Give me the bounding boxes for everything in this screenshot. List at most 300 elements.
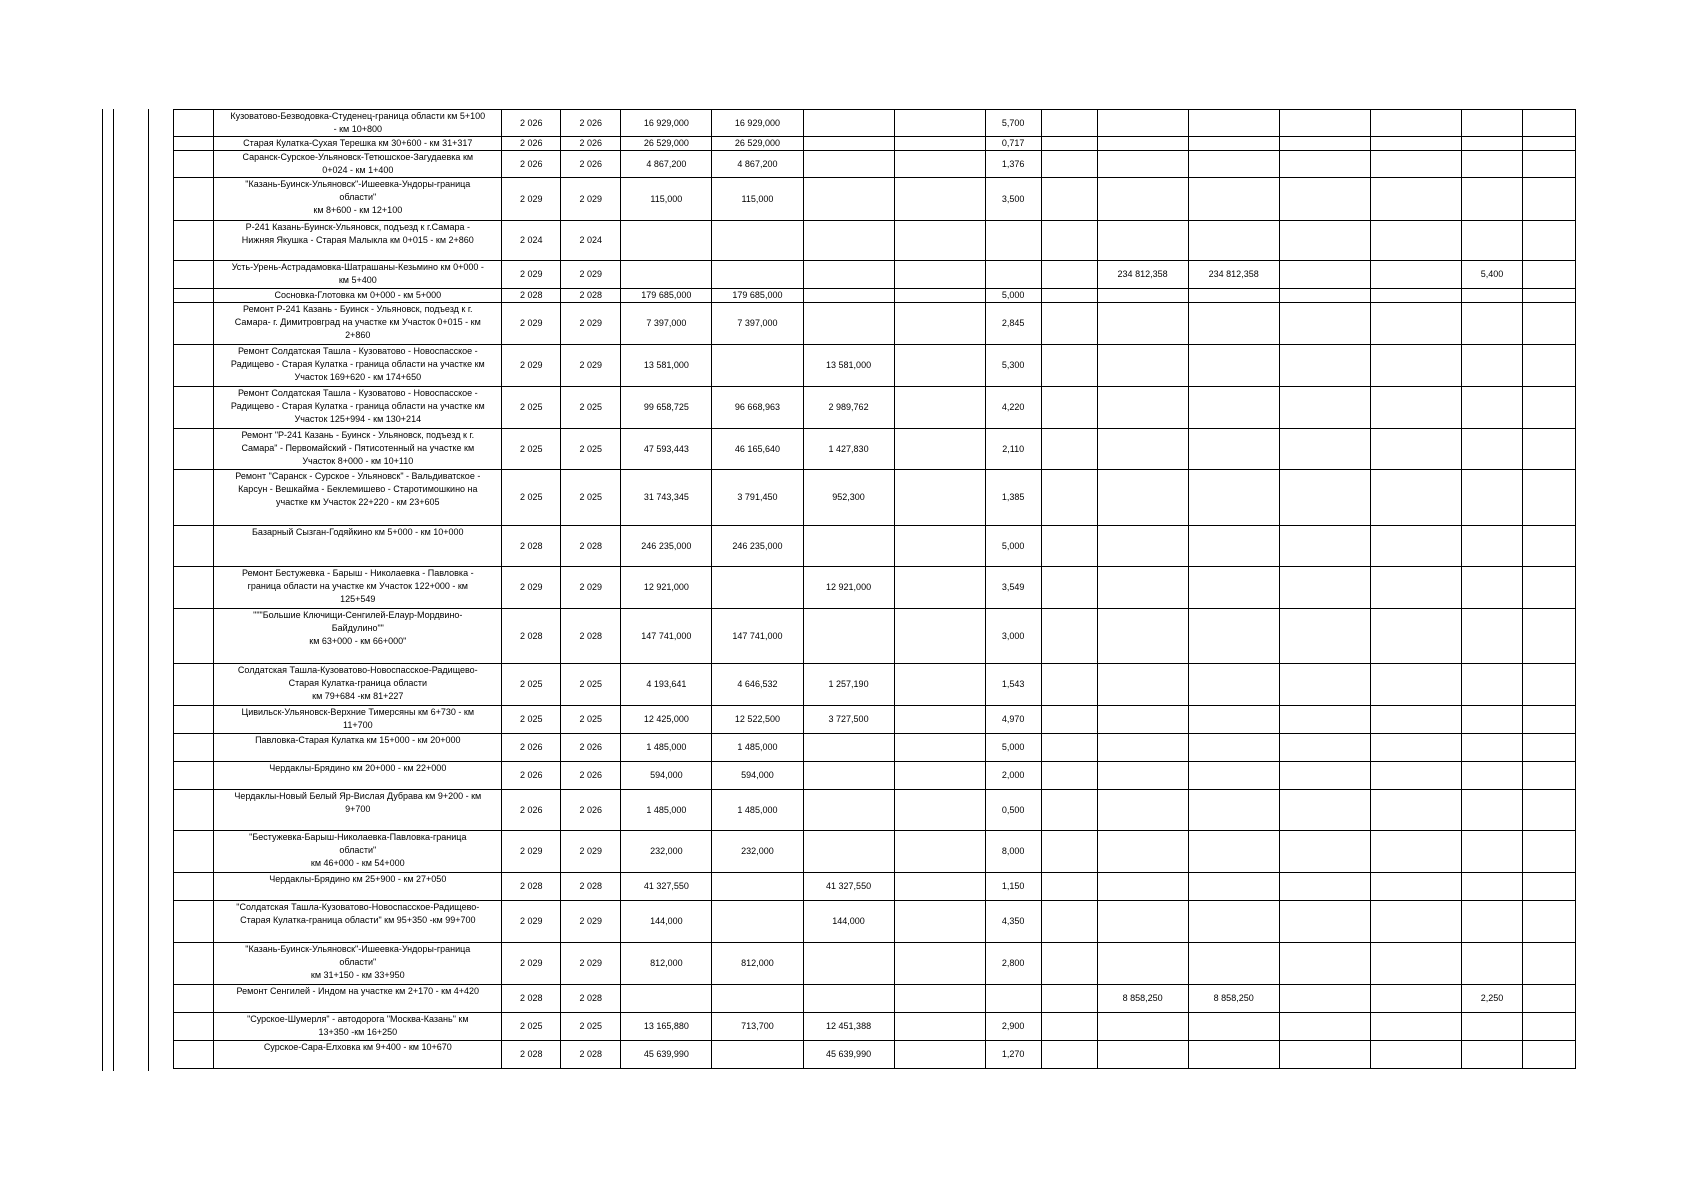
table-row xyxy=(174,137,1576,151)
value-cell xyxy=(1097,1013,1188,1041)
value-cell: 13 581,000 xyxy=(803,345,894,387)
value-cell xyxy=(1461,178,1522,221)
table-row xyxy=(174,609,1576,664)
road-name-cell: "Казань-Буинск-Ульяновск"-Ишеевка-Ундоры-граница области" км 31+150 - км 33+950 xyxy=(214,943,502,985)
value-cell xyxy=(1041,1013,1097,1041)
value-cell xyxy=(894,261,985,289)
value-cell xyxy=(1188,567,1279,609)
value-cell xyxy=(1097,901,1188,943)
value-cell xyxy=(1523,303,1576,345)
value-cell xyxy=(1097,664,1188,706)
row-number-cell xyxy=(174,609,214,664)
value-cell xyxy=(1041,831,1097,873)
value-cell xyxy=(712,901,803,943)
value-cell xyxy=(894,831,985,873)
value-cell xyxy=(1041,387,1097,429)
value-cell xyxy=(1041,221,1097,261)
value-cell xyxy=(1461,345,1522,387)
value-cell xyxy=(1523,151,1576,178)
value-cell: 31 743,345 xyxy=(621,470,712,526)
table-row xyxy=(174,470,1576,526)
table-row xyxy=(174,303,1576,345)
value-cell xyxy=(894,762,985,790)
value-cell xyxy=(1370,178,1461,221)
value-cell: 144,000 xyxy=(803,901,894,943)
value-cell xyxy=(1461,706,1522,734)
value-cell: 2 028 xyxy=(502,1041,561,1069)
value-cell: 2 025 xyxy=(561,429,621,470)
value-cell: 2 029 xyxy=(502,303,561,345)
table-row xyxy=(174,985,1576,1013)
value-cell: 2 989,762 xyxy=(803,387,894,429)
row-number-cell xyxy=(174,901,214,943)
value-cell xyxy=(1279,110,1370,137)
value-cell xyxy=(1041,790,1097,831)
value-cell xyxy=(1370,664,1461,706)
value-cell xyxy=(1097,110,1188,137)
value-cell xyxy=(1097,734,1188,762)
value-cell xyxy=(894,137,985,151)
value-cell: 16 929,000 xyxy=(621,110,712,137)
value-cell xyxy=(803,303,894,345)
value-cell xyxy=(1461,943,1522,985)
value-cell xyxy=(1188,734,1279,762)
value-cell xyxy=(1370,734,1461,762)
value-cell xyxy=(1370,289,1461,303)
table-row xyxy=(174,1041,1576,1069)
value-cell xyxy=(1279,261,1370,289)
value-cell: 0,500 xyxy=(985,790,1041,831)
value-cell xyxy=(1523,943,1576,985)
value-cell xyxy=(803,985,894,1013)
value-cell: 2 029 xyxy=(561,943,621,985)
table-row xyxy=(174,429,1576,470)
value-cell xyxy=(1188,901,1279,943)
value-cell xyxy=(1279,734,1370,762)
value-cell: 2 026 xyxy=(561,151,621,178)
road-name-cell: Солдатская Ташла-Кузоватово-Новоспасское-Радищево- Старая Кулатка-граница области км 79+684 -км 81+227 xyxy=(214,664,502,706)
value-cell xyxy=(1461,762,1522,790)
value-cell: 12 921,000 xyxy=(621,567,712,609)
value-cell: 47 593,443 xyxy=(621,429,712,470)
value-cell: 2 026 xyxy=(502,734,561,762)
value-cell: 2 028 xyxy=(502,289,561,303)
value-cell: 45 639,990 xyxy=(621,1041,712,1069)
value-cell xyxy=(1370,901,1461,943)
value-cell: 2 025 xyxy=(502,387,561,429)
value-cell xyxy=(1370,609,1461,664)
value-cell xyxy=(894,790,985,831)
value-cell: 26 529,000 xyxy=(712,137,803,151)
value-cell: 8 858,250 xyxy=(1097,985,1188,1013)
value-cell: 2,000 xyxy=(985,762,1041,790)
value-cell xyxy=(712,221,803,261)
value-cell: 2 028 xyxy=(502,526,561,567)
value-cell xyxy=(1188,470,1279,526)
value-cell: 4 646,532 xyxy=(712,664,803,706)
value-cell xyxy=(1279,664,1370,706)
value-cell xyxy=(1370,831,1461,873)
value-cell xyxy=(1041,110,1097,137)
value-cell: 179 685,000 xyxy=(621,289,712,303)
value-cell xyxy=(1279,985,1370,1013)
value-cell xyxy=(1370,706,1461,734)
value-cell xyxy=(1370,873,1461,901)
row-number-cell xyxy=(174,1041,214,1069)
value-cell xyxy=(894,734,985,762)
value-cell: 2 029 xyxy=(502,831,561,873)
value-cell: 2 025 xyxy=(561,706,621,734)
value-cell: 2 026 xyxy=(502,137,561,151)
value-cell xyxy=(803,221,894,261)
value-cell xyxy=(1279,151,1370,178)
value-cell xyxy=(1097,178,1188,221)
value-cell: 713,700 xyxy=(712,1013,803,1041)
value-cell xyxy=(1279,429,1370,470)
value-cell xyxy=(1461,567,1522,609)
road-name-cell: Саранск-Сурское-Ульяновск-Тетюшское-Загудаевка км 0+024 - км 1+400 xyxy=(214,151,502,178)
value-cell xyxy=(1041,178,1097,221)
value-cell xyxy=(1188,762,1279,790)
value-cell: 16 929,000 xyxy=(712,110,803,137)
road-name-cell: Чердаклы-Брядино км 25+900 - км 27+050 xyxy=(214,873,502,901)
value-cell xyxy=(1523,901,1576,943)
value-cell: 115,000 xyxy=(621,178,712,221)
value-cell xyxy=(1097,387,1188,429)
value-cell: 1 427,830 xyxy=(803,429,894,470)
value-cell: 3 791,450 xyxy=(712,470,803,526)
value-cell xyxy=(1097,706,1188,734)
road-name-cell: Кузоватово-Безводовка-Студенец-граница области км 5+100 - км 10+800 xyxy=(214,110,502,137)
value-cell xyxy=(1097,345,1188,387)
table-row xyxy=(174,943,1576,985)
value-cell xyxy=(1461,429,1522,470)
value-cell xyxy=(1523,664,1576,706)
value-cell: 2 024 xyxy=(502,221,561,261)
row-number-cell xyxy=(174,706,214,734)
value-cell: 2 028 xyxy=(561,985,621,1013)
value-cell xyxy=(1370,221,1461,261)
road-name-cell: """Большие Ключищи-Сенгилей-Елаур-Мордвино- Байдулино"" км 63+000 - км 66+000" xyxy=(214,609,502,664)
value-cell: 2 028 xyxy=(561,609,621,664)
road-name-cell: Ремонт Солдатская Ташла - Кузоватово - Новоспасское - Радищево - Старая Кулатка - граница области на участке км Участок 125+994 - км 130+214 xyxy=(214,387,502,429)
value-cell xyxy=(712,985,803,1013)
value-cell xyxy=(1461,470,1522,526)
value-cell: 41 327,550 xyxy=(803,873,894,901)
value-cell xyxy=(1523,345,1576,387)
value-cell: 8,000 xyxy=(985,831,1041,873)
value-cell xyxy=(1461,289,1522,303)
value-cell xyxy=(621,221,712,261)
value-cell xyxy=(1370,567,1461,609)
value-cell xyxy=(1188,221,1279,261)
road-name-cell: "Солдатская Ташла-Кузоватово-Новоспасское-Радищево- Старая Кулатка-граница области" км 95+350 -км 99+700 xyxy=(214,901,502,943)
value-cell: 8 858,250 xyxy=(1188,985,1279,1013)
value-cell: 41 327,550 xyxy=(621,873,712,901)
value-cell xyxy=(894,1041,985,1069)
road-name-cell: "Сурское-Шумерля" - автодорога "Москва-Казань" км 13+350 -км 16+250 xyxy=(214,1013,502,1041)
value-cell xyxy=(1279,567,1370,609)
road-name-cell: Павловка-Старая Кулатка км 15+000 - км 20+000 xyxy=(214,734,502,762)
value-cell xyxy=(1279,1041,1370,1069)
table-row xyxy=(174,790,1576,831)
value-cell: 2 029 xyxy=(502,943,561,985)
value-cell xyxy=(1370,345,1461,387)
value-cell xyxy=(1523,110,1576,137)
table-row xyxy=(174,664,1576,706)
row-number-cell xyxy=(174,261,214,289)
value-cell xyxy=(1370,137,1461,151)
value-cell xyxy=(1279,221,1370,261)
value-cell: 4 867,200 xyxy=(621,151,712,178)
value-cell: 26 529,000 xyxy=(621,137,712,151)
value-cell: 2 029 xyxy=(561,901,621,943)
value-cell: 1,543 xyxy=(985,664,1041,706)
value-cell: 12 921,000 xyxy=(803,567,894,609)
value-cell xyxy=(1279,790,1370,831)
table-row xyxy=(174,567,1576,609)
value-cell xyxy=(1188,831,1279,873)
value-cell xyxy=(1523,1041,1576,1069)
value-cell xyxy=(1041,734,1097,762)
row-number-cell xyxy=(174,470,214,526)
value-cell: 4 193,641 xyxy=(621,664,712,706)
value-cell xyxy=(1523,221,1576,261)
value-cell: 2 028 xyxy=(502,609,561,664)
value-cell: 2 025 xyxy=(502,664,561,706)
road-name-cell: Сосновка-Глотовка км 0+000 - км 5+000 xyxy=(214,289,502,303)
table-row xyxy=(174,345,1576,387)
value-cell xyxy=(803,289,894,303)
value-cell: 2 029 xyxy=(561,303,621,345)
row-number-cell xyxy=(174,873,214,901)
row-number-cell xyxy=(174,762,214,790)
value-cell: 3,549 xyxy=(985,567,1041,609)
value-cell xyxy=(803,261,894,289)
table-row xyxy=(174,526,1576,567)
value-cell: 2 026 xyxy=(561,790,621,831)
value-cell xyxy=(1279,303,1370,345)
value-cell: 2 026 xyxy=(502,110,561,137)
table-row xyxy=(174,901,1576,943)
value-cell xyxy=(1523,734,1576,762)
value-cell xyxy=(1188,110,1279,137)
road-name-cell: Ремонт "Саранск - Сурское - Ульяновск" - Вальдиватское - Карсун - Вешкайма - Беклемишево - Старотимошкино на участке км Участок 22+220 - км 23+605 xyxy=(214,470,502,526)
margin-line-2 xyxy=(113,109,114,1071)
value-cell xyxy=(1097,762,1188,790)
value-cell: 952,300 xyxy=(803,470,894,526)
value-cell xyxy=(803,151,894,178)
value-cell xyxy=(1097,303,1188,345)
value-cell: 2,250 xyxy=(1461,985,1522,1013)
value-cell xyxy=(1097,567,1188,609)
value-cell xyxy=(894,526,985,567)
value-cell xyxy=(1188,943,1279,985)
value-cell xyxy=(1097,151,1188,178)
road-name-cell: Р-241 Казань-Буинск-Ульяновск, подъезд к г.Самара - Нижняя Якушка - Старая Малыкла км 0+015 - км 2+860 xyxy=(214,221,502,261)
value-cell xyxy=(1370,303,1461,345)
value-cell: 179 685,000 xyxy=(712,289,803,303)
value-cell xyxy=(1188,178,1279,221)
value-cell: 3,500 xyxy=(985,178,1041,221)
row-number-cell xyxy=(174,526,214,567)
value-cell xyxy=(1279,943,1370,985)
table-row xyxy=(174,289,1576,303)
value-cell xyxy=(1461,1013,1522,1041)
value-cell: 1 485,000 xyxy=(621,734,712,762)
value-cell xyxy=(1188,429,1279,470)
value-cell: 2,110 xyxy=(985,429,1041,470)
value-cell: 144,000 xyxy=(621,901,712,943)
value-cell xyxy=(894,567,985,609)
value-cell: 5,000 xyxy=(985,289,1041,303)
margin-line-1 xyxy=(102,109,103,1071)
value-cell: 2 028 xyxy=(561,289,621,303)
value-cell: 2 025 xyxy=(502,429,561,470)
value-cell xyxy=(621,261,712,289)
value-cell xyxy=(1523,178,1576,221)
row-number-cell xyxy=(174,429,214,470)
value-cell xyxy=(1370,151,1461,178)
value-cell xyxy=(1523,567,1576,609)
value-cell xyxy=(894,387,985,429)
value-cell: 594,000 xyxy=(712,762,803,790)
value-cell xyxy=(1279,526,1370,567)
value-cell: 45 639,990 xyxy=(803,1041,894,1069)
value-cell: 1 485,000 xyxy=(621,790,712,831)
row-number-cell xyxy=(174,289,214,303)
value-cell: 4,970 xyxy=(985,706,1041,734)
row-number-cell xyxy=(174,387,214,429)
value-cell xyxy=(1279,609,1370,664)
road-name-cell: Базарный Сызган-Годяйкино км 5+000 - км 10+000 xyxy=(214,526,502,567)
value-cell xyxy=(1370,261,1461,289)
value-cell: 7 397,000 xyxy=(712,303,803,345)
value-cell: 2 029 xyxy=(561,567,621,609)
road-name-cell: Чердаклы-Новый Белый Яр-Вислая Дубрава км 9+200 - км 9+700 xyxy=(214,790,502,831)
value-cell xyxy=(1370,985,1461,1013)
table-row xyxy=(174,387,1576,429)
value-cell xyxy=(1370,470,1461,526)
value-cell xyxy=(1041,664,1097,706)
value-cell xyxy=(985,221,1041,261)
value-cell: 1 257,190 xyxy=(803,664,894,706)
row-number-cell xyxy=(174,151,214,178)
value-cell: 2 029 xyxy=(561,345,621,387)
value-cell xyxy=(1188,609,1279,664)
value-cell xyxy=(894,429,985,470)
road-name-cell: "Казань-Буинск-Ульяновск"-Ишеевка-Ундоры-граница области" км 8+600 - км 12+100 xyxy=(214,178,502,221)
value-cell: 2,845 xyxy=(985,303,1041,345)
value-cell xyxy=(1461,873,1522,901)
value-cell xyxy=(894,303,985,345)
value-cell xyxy=(1370,1041,1461,1069)
value-cell: 96 668,963 xyxy=(712,387,803,429)
value-cell xyxy=(1370,429,1461,470)
value-cell xyxy=(1523,470,1576,526)
road-name-cell: Ремонт "Р-241 Казань - Буинск - Ульяновск, подъезд к г. Самара" - Первомайский - Пятисотенный на участке км Участок 8+000 - км 10+110 xyxy=(214,429,502,470)
value-cell: 232,000 xyxy=(712,831,803,873)
value-cell xyxy=(1188,387,1279,429)
table-row xyxy=(174,178,1576,221)
value-cell xyxy=(1523,706,1576,734)
row-number-cell xyxy=(174,1013,214,1041)
value-cell xyxy=(894,110,985,137)
value-cell xyxy=(1523,429,1576,470)
value-cell: 5,300 xyxy=(985,345,1041,387)
value-cell xyxy=(1188,151,1279,178)
value-cell: 1 485,000 xyxy=(712,734,803,762)
value-cell: 2 025 xyxy=(561,1013,621,1041)
road-name-cell: Старая Кулатка-Сухая Терешка км 30+600 - км 31+317 xyxy=(214,137,502,151)
value-cell xyxy=(1188,1041,1279,1069)
value-cell: 246 235,000 xyxy=(621,526,712,567)
value-cell xyxy=(1461,303,1522,345)
value-cell xyxy=(1461,137,1522,151)
value-cell xyxy=(1041,289,1097,303)
value-cell xyxy=(1370,526,1461,567)
table-row xyxy=(174,873,1576,901)
value-cell xyxy=(803,943,894,985)
value-cell: 147 741,000 xyxy=(621,609,712,664)
value-cell: 2 029 xyxy=(502,345,561,387)
value-cell xyxy=(1188,526,1279,567)
row-number-cell xyxy=(174,985,214,1013)
row-number-cell xyxy=(174,345,214,387)
value-cell: 2,800 xyxy=(985,943,1041,985)
value-cell xyxy=(621,985,712,1013)
value-cell xyxy=(1041,873,1097,901)
value-cell xyxy=(1041,151,1097,178)
table-row xyxy=(174,734,1576,762)
value-cell xyxy=(1041,261,1097,289)
value-cell: 2 029 xyxy=(502,567,561,609)
value-cell: 2 025 xyxy=(561,664,621,706)
value-cell: 3 727,500 xyxy=(803,706,894,734)
table-row xyxy=(174,110,1576,137)
value-cell xyxy=(1041,706,1097,734)
value-cell xyxy=(1523,762,1576,790)
table-row xyxy=(174,762,1576,790)
value-cell xyxy=(1523,387,1576,429)
value-cell: 246 235,000 xyxy=(712,526,803,567)
value-cell xyxy=(1523,831,1576,873)
value-cell: 1,385 xyxy=(985,470,1041,526)
value-cell xyxy=(1461,110,1522,137)
value-cell xyxy=(1188,873,1279,901)
value-cell: 5,000 xyxy=(985,734,1041,762)
value-cell xyxy=(1461,901,1522,943)
value-cell: 234 812,358 xyxy=(1097,261,1188,289)
value-cell xyxy=(803,526,894,567)
value-cell xyxy=(1461,387,1522,429)
value-cell xyxy=(1097,873,1188,901)
value-cell: 2 025 xyxy=(502,470,561,526)
value-cell: 115,000 xyxy=(712,178,803,221)
table-row xyxy=(174,151,1576,178)
value-cell xyxy=(803,110,894,137)
value-cell: 3,000 xyxy=(985,609,1041,664)
value-cell: 232,000 xyxy=(621,831,712,873)
value-cell xyxy=(894,985,985,1013)
value-cell xyxy=(803,137,894,151)
value-cell xyxy=(894,706,985,734)
value-cell xyxy=(894,943,985,985)
value-cell xyxy=(1041,901,1097,943)
value-cell xyxy=(1041,1041,1097,1069)
value-cell xyxy=(803,609,894,664)
value-cell: 2 026 xyxy=(502,790,561,831)
